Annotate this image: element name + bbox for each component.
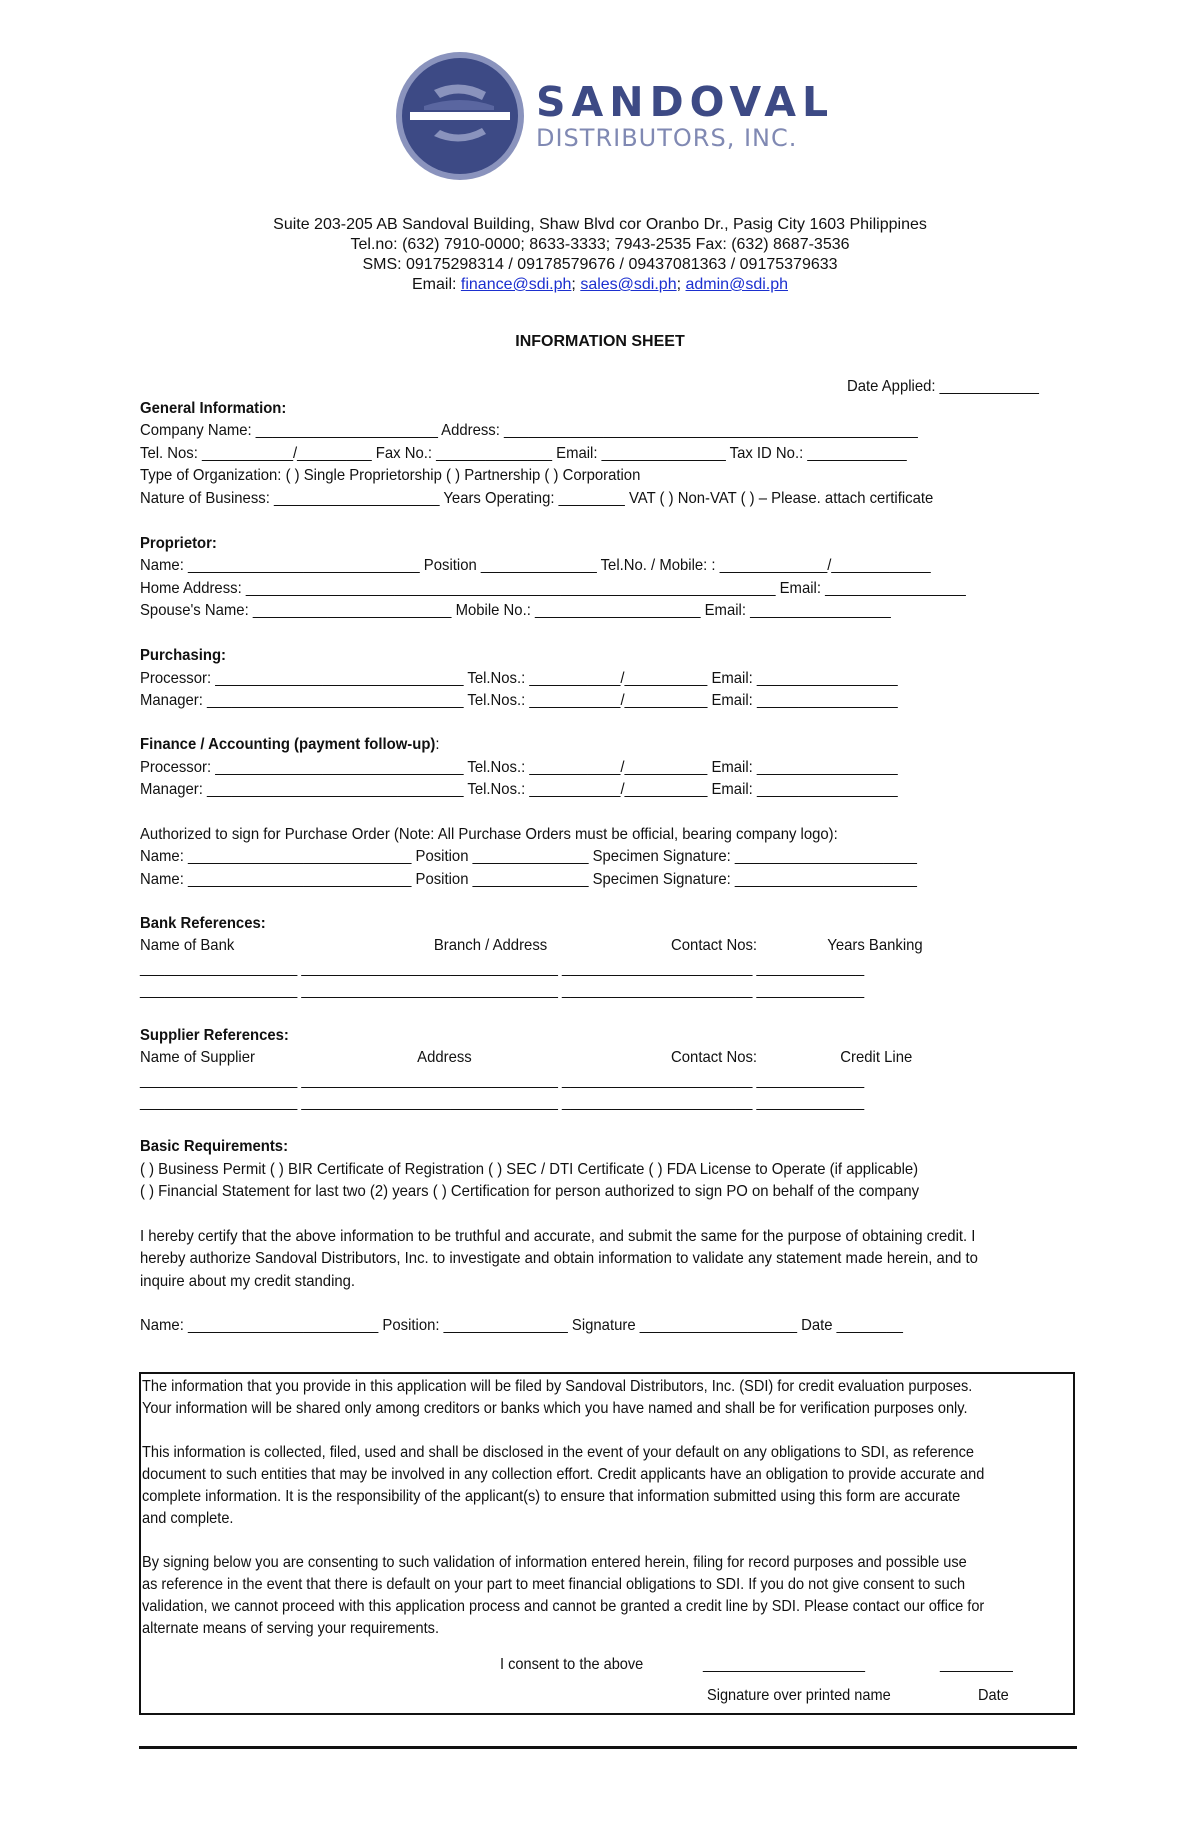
company-name-address-field[interactable]: Company Name: ______________________ Address: __________________________________________________	[140, 422, 918, 439]
certification-line-3: inquire about my credit standing.	[140, 1273, 356, 1290]
company-tel-fax: Tel.no: (632) 7910-0000; 8633-3333; 7943-2535 Fax: (632) 8687-3536	[350, 236, 850, 253]
proprietor-name-field[interactable]: Name: ____________________________ Position ______________ Tel.No. / Mobile: : _____________/____________	[140, 557, 931, 574]
finance-processor-field[interactable]: Processor: ______________________________ Tel.Nos.: ___________/__________ Email: _________________	[140, 759, 898, 776]
bank-references-columns	[140, 936, 1014, 956]
privacy-notice-box	[139, 1372, 1075, 1715]
company-name-sub: DISTRIBUTORS, INC.	[536, 124, 798, 152]
organization-type-options[interactable]: Type of Organization: ( ) Single Proprietorship ( ) Partnership ( ) Corporation	[140, 467, 641, 484]
col-years-banking: Years Banking	[827, 937, 923, 954]
consent-signature-blank[interactable]: ____________________	[703, 1656, 865, 1673]
page-title: INFORMATION SHEET	[515, 333, 685, 350]
notice-p2c: complete information. It is the responsibility of the applicant(s) to ensure that information submitted using this form are accurate	[142, 1488, 961, 1505]
signature-over-printed-name-label: Signature over printed name	[707, 1687, 891, 1704]
col-contact-nos: Contact Nos:	[671, 937, 758, 954]
email-link-finance[interactable]: finance@sdi.ph	[460, 276, 572, 293]
supplier-reference-row-1[interactable]: ___________________ _______________________________ _______________________ _____________	[140, 1072, 865, 1089]
home-address-field[interactable]: Home Address: ________________________________________________________________ Email: _________________	[140, 580, 966, 597]
requirements-heading: Basic Requirements:	[140, 1138, 289, 1155]
email-link-admin[interactable]: admin@sdi.ph	[685, 276, 789, 293]
email-link-sales[interactable]: sales@sdi.ph	[580, 276, 677, 293]
supplier-references-heading: Supplier References:	[140, 1027, 289, 1044]
company-sms: SMS: 09175298314 / 09178579676 / 09437081363 / 09175379633	[362, 256, 838, 273]
col-branch-address: Branch / Address	[433, 937, 548, 954]
company-address: Suite 203-205 AB Sandoval Building, Shaw Blvd cor Oranbo Dr., Pasig City 1603 Philippines	[273, 216, 927, 233]
finance-heading: Finance / Accounting (payment follow-up):	[140, 736, 440, 753]
purchasing-processor-field[interactable]: Processor: ______________________________ Tel.Nos.: ___________/__________ Email: _________________	[140, 670, 898, 687]
proprietor-heading: Proprietor:	[140, 535, 217, 552]
finance-manager-field[interactable]: Manager: _______________________________ Tel.Nos.: ___________/__________ Email: _________________	[140, 781, 898, 798]
consent-date-blank[interactable]: _________	[940, 1656, 1013, 1673]
certification-line-1: I hereby certify that the above information to be truthful and accurate, and submit the same for the purpose of obtaining credit. I	[140, 1228, 976, 1245]
spouse-name-field[interactable]: Spouse's Name: ________________________ Mobile No.: ____________________ Email: _________________	[140, 602, 891, 619]
col-bank-name: Name of Bank	[140, 937, 235, 954]
tel-fax-email-tin-field[interactable]: Tel. Nos: ___________/_________ Fax No.: ______________ Email: _______________ Tax ID No.: ____________	[140, 445, 907, 462]
requirements-row-1[interactable]: ( ) Business Permit ( ) BIR Certificate of Registration ( ) SEC / DTI Certificate ( ) FDA License to Operate (if applicable)	[140, 1161, 919, 1178]
authorized-signatory-intro: Authorized to sign for Purchase Order (Note: All Purchase Orders must be official, bearing company logo):	[140, 826, 838, 843]
authorized-signatory-1[interactable]: Name: ___________________________ Position ______________ Specimen Signature: ______________________	[140, 848, 917, 865]
col-supplier-address: Address	[417, 1049, 472, 1066]
sandoval-logo-icon	[394, 50, 526, 182]
notice-p2a: This information is collected, filed, used and shall be disclosed in the event of your default on any obligations to SDI, as reference	[142, 1444, 975, 1461]
nature-of-business-field[interactable]: Nature of Business: ____________________ Years Operating: ________ VAT ( ) Non-VAT ( ) – Please. attach certificate	[140, 490, 934, 507]
col-credit-line: Credit Line	[840, 1049, 913, 1066]
notice-p3c: validation, we cannot proceed with this application process and cannot be granted a credit line by SDI. Please contact our office for	[142, 1598, 985, 1615]
bank-reference-row-2[interactable]: ___________________ _______________________________ _______________________ _____________	[140, 982, 865, 999]
notice-p1a: The information that you provide in this application will be filed by Sandoval Distributors, Inc. (SDI) for credit evaluation purposes.	[142, 1378, 973, 1395]
bottom-divider	[139, 1746, 1077, 1749]
notice-p3d: alternate means of serving your requirements.	[142, 1620, 440, 1637]
notice-p2d: and complete.	[142, 1510, 234, 1527]
company-name: SANDOVAL	[536, 78, 835, 126]
requirements-row-2[interactable]: ( ) Financial Statement for last two (2) years ( ) Certification for person authorized to sign PO on behalf of the company	[140, 1183, 920, 1200]
email-label: Email:	[411, 276, 457, 293]
notice-p3b: as reference in the event that there is default on your part to meet financial obligations to SDI. If you do not give consent to such	[142, 1576, 966, 1593]
company-emails: Email: finance@sdi.ph; sales@sdi.ph; admin@sdi.ph	[411, 276, 789, 293]
authorized-signatory-2[interactable]: Name: ___________________________ Position ______________ Specimen Signature: ______________________	[140, 871, 917, 888]
col-supplier-contact: Contact Nos:	[671, 1049, 758, 1066]
date-applied-field[interactable]: Date Applied: ____________	[847, 378, 1039, 395]
bank-reference-row-1[interactable]: ___________________ _______________________________ _______________________ _____________	[140, 960, 865, 977]
bank-references-heading: Bank References:	[140, 915, 266, 932]
consent-label: I consent to the above	[500, 1656, 644, 1673]
purchasing-manager-field[interactable]: Manager: _______________________________ Tel.Nos.: ___________/__________ Email: _________________	[140, 692, 898, 709]
notice-p2b: document to such entities that may be involved in any collection effort. Credit applicants have an obligation to provide accurate and	[142, 1466, 985, 1483]
applicant-signature-line[interactable]: Name: _______________________ Position: _______________ Signature ___________________ Date ________	[140, 1317, 903, 1334]
company-logo	[394, 50, 834, 185]
col-supplier-name: Name of Supplier	[140, 1049, 255, 1066]
purchasing-heading: Purchasing:	[140, 647, 226, 664]
certification-line-2: hereby authorize Sandoval Distributors, Inc. to investigate and obtain information to validate any statement made herein, and to	[140, 1250, 978, 1267]
supplier-references-columns	[140, 1048, 1014, 1068]
consent-date-label: Date	[978, 1687, 1009, 1704]
notice-p1b: Your information will be shared only among creditors or banks which you have named and shall be for verification purposes only.	[142, 1400, 968, 1417]
notice-p3a: By signing below you are consenting to such validation of information entered herein, filing for record purposes and possible use	[142, 1554, 967, 1571]
supplier-reference-row-2[interactable]: ___________________ _______________________________ _______________________ _____________	[140, 1094, 865, 1111]
general-info-heading: General Information:	[140, 400, 287, 417]
